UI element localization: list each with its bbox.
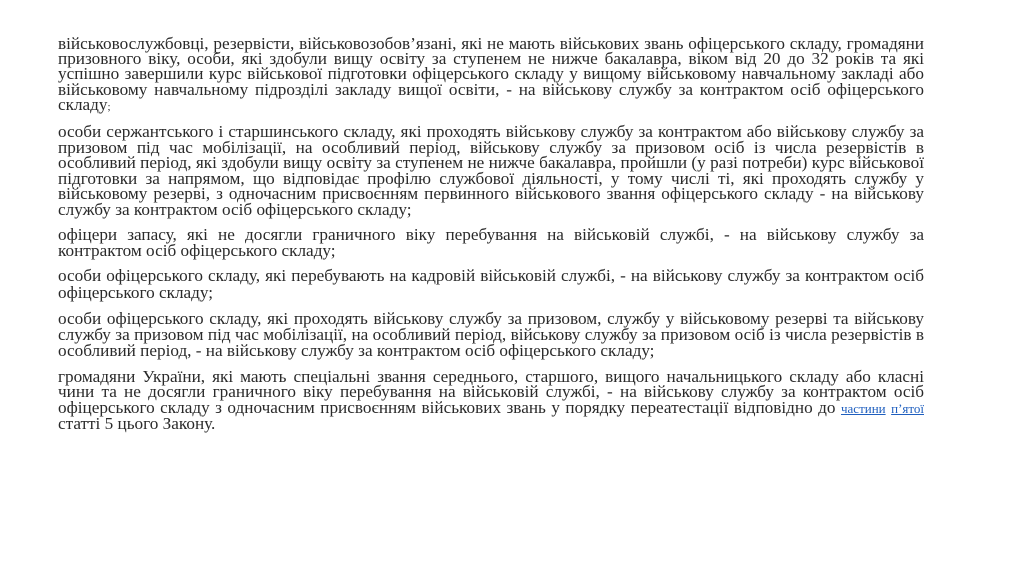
paragraph-6 bbox=[58, 366, 924, 434]
paragraph-6-text-after: статті 5 цього Закону. bbox=[58, 414, 216, 434]
paragraph-1-end: ; bbox=[107, 100, 111, 113]
paragraph-5-text: особи офіцерського складу, які проходять військову службу за призовом, службу у військовому резерві та військову службу за призовом під час мобілізації, на особливий період, військову службу за призовом осіб із числа резервістів в особливий період, - на військову службу за контрактом осіб офіцерського складу; bbox=[58, 308, 924, 361]
law-fifth-link[interactable]: п’ятої bbox=[891, 400, 924, 416]
paragraph-2 bbox=[58, 124, 924, 218]
paragraph-5 bbox=[58, 308, 924, 361]
paragraph-3-text: офіцери запасу, які не досягли граничного віку перебування на військовій службі, - на військову службу за контрактом осіб офіцерського складу; bbox=[58, 224, 924, 260]
paragraph-6-text-before: громадяни України, які мають спеціальні звання середнього, старшого, вищого начальницького складу або класні чини та не досягли граничного віку перебування на військовій службі, - на військову службу за контрактом осіб офіцерського складу з одночасним присвоєнням військових звань у порядку переатестації відповідно до bbox=[58, 366, 924, 417]
paragraph-1 bbox=[58, 36, 924, 115]
law-part-link[interactable]: частини bbox=[840, 400, 886, 416]
paragraph-3 bbox=[58, 224, 924, 260]
document-body bbox=[58, 36, 924, 441]
paragraph-2-text: особи сержантського і старшинського складу, які проходять військову службу за контрактом або військову службу за призовом під час мобілізації, на особливий період, військову службу за призовом осіб із числа резервістів в особливий період, які здобули вищу освіту за ступенем не нижче бакалавра, пройшли (у разі потреби) курс військової підготовки за напрямом, що відповідає профілю службової діяльності, у тому числі ті, які проходять службу у військовому резерві, з одночасним присвоєнням первинного військового звання офіцерського складу - на військову службу за контрактом осіб офіцерського складу; bbox=[58, 122, 924, 219]
paragraph-1-text: військовослужбовці, резервісти, військовозобов’язані, які не мають військових звань офіцерського складу, громадяни призовного віку, особи, які здобули вищу освіту за ступенем не нижче бакалавра, віком від 20 до 32 років та які успішно завершили курс військової підготовки офіцерського складу у вищому військовому навчальному закладі або військовому навчальному підрозділі закладу вищої освіти, - на військову службу за контрактом осіб офіцерського складу bbox=[58, 34, 924, 114]
paragraph-4-text: особи офіцерського складу, які перебувають на кадровій військовій службі, - на військову службу за контрактом осіб офіцерського складу; bbox=[58, 266, 924, 303]
paragraph-4 bbox=[58, 268, 924, 302]
